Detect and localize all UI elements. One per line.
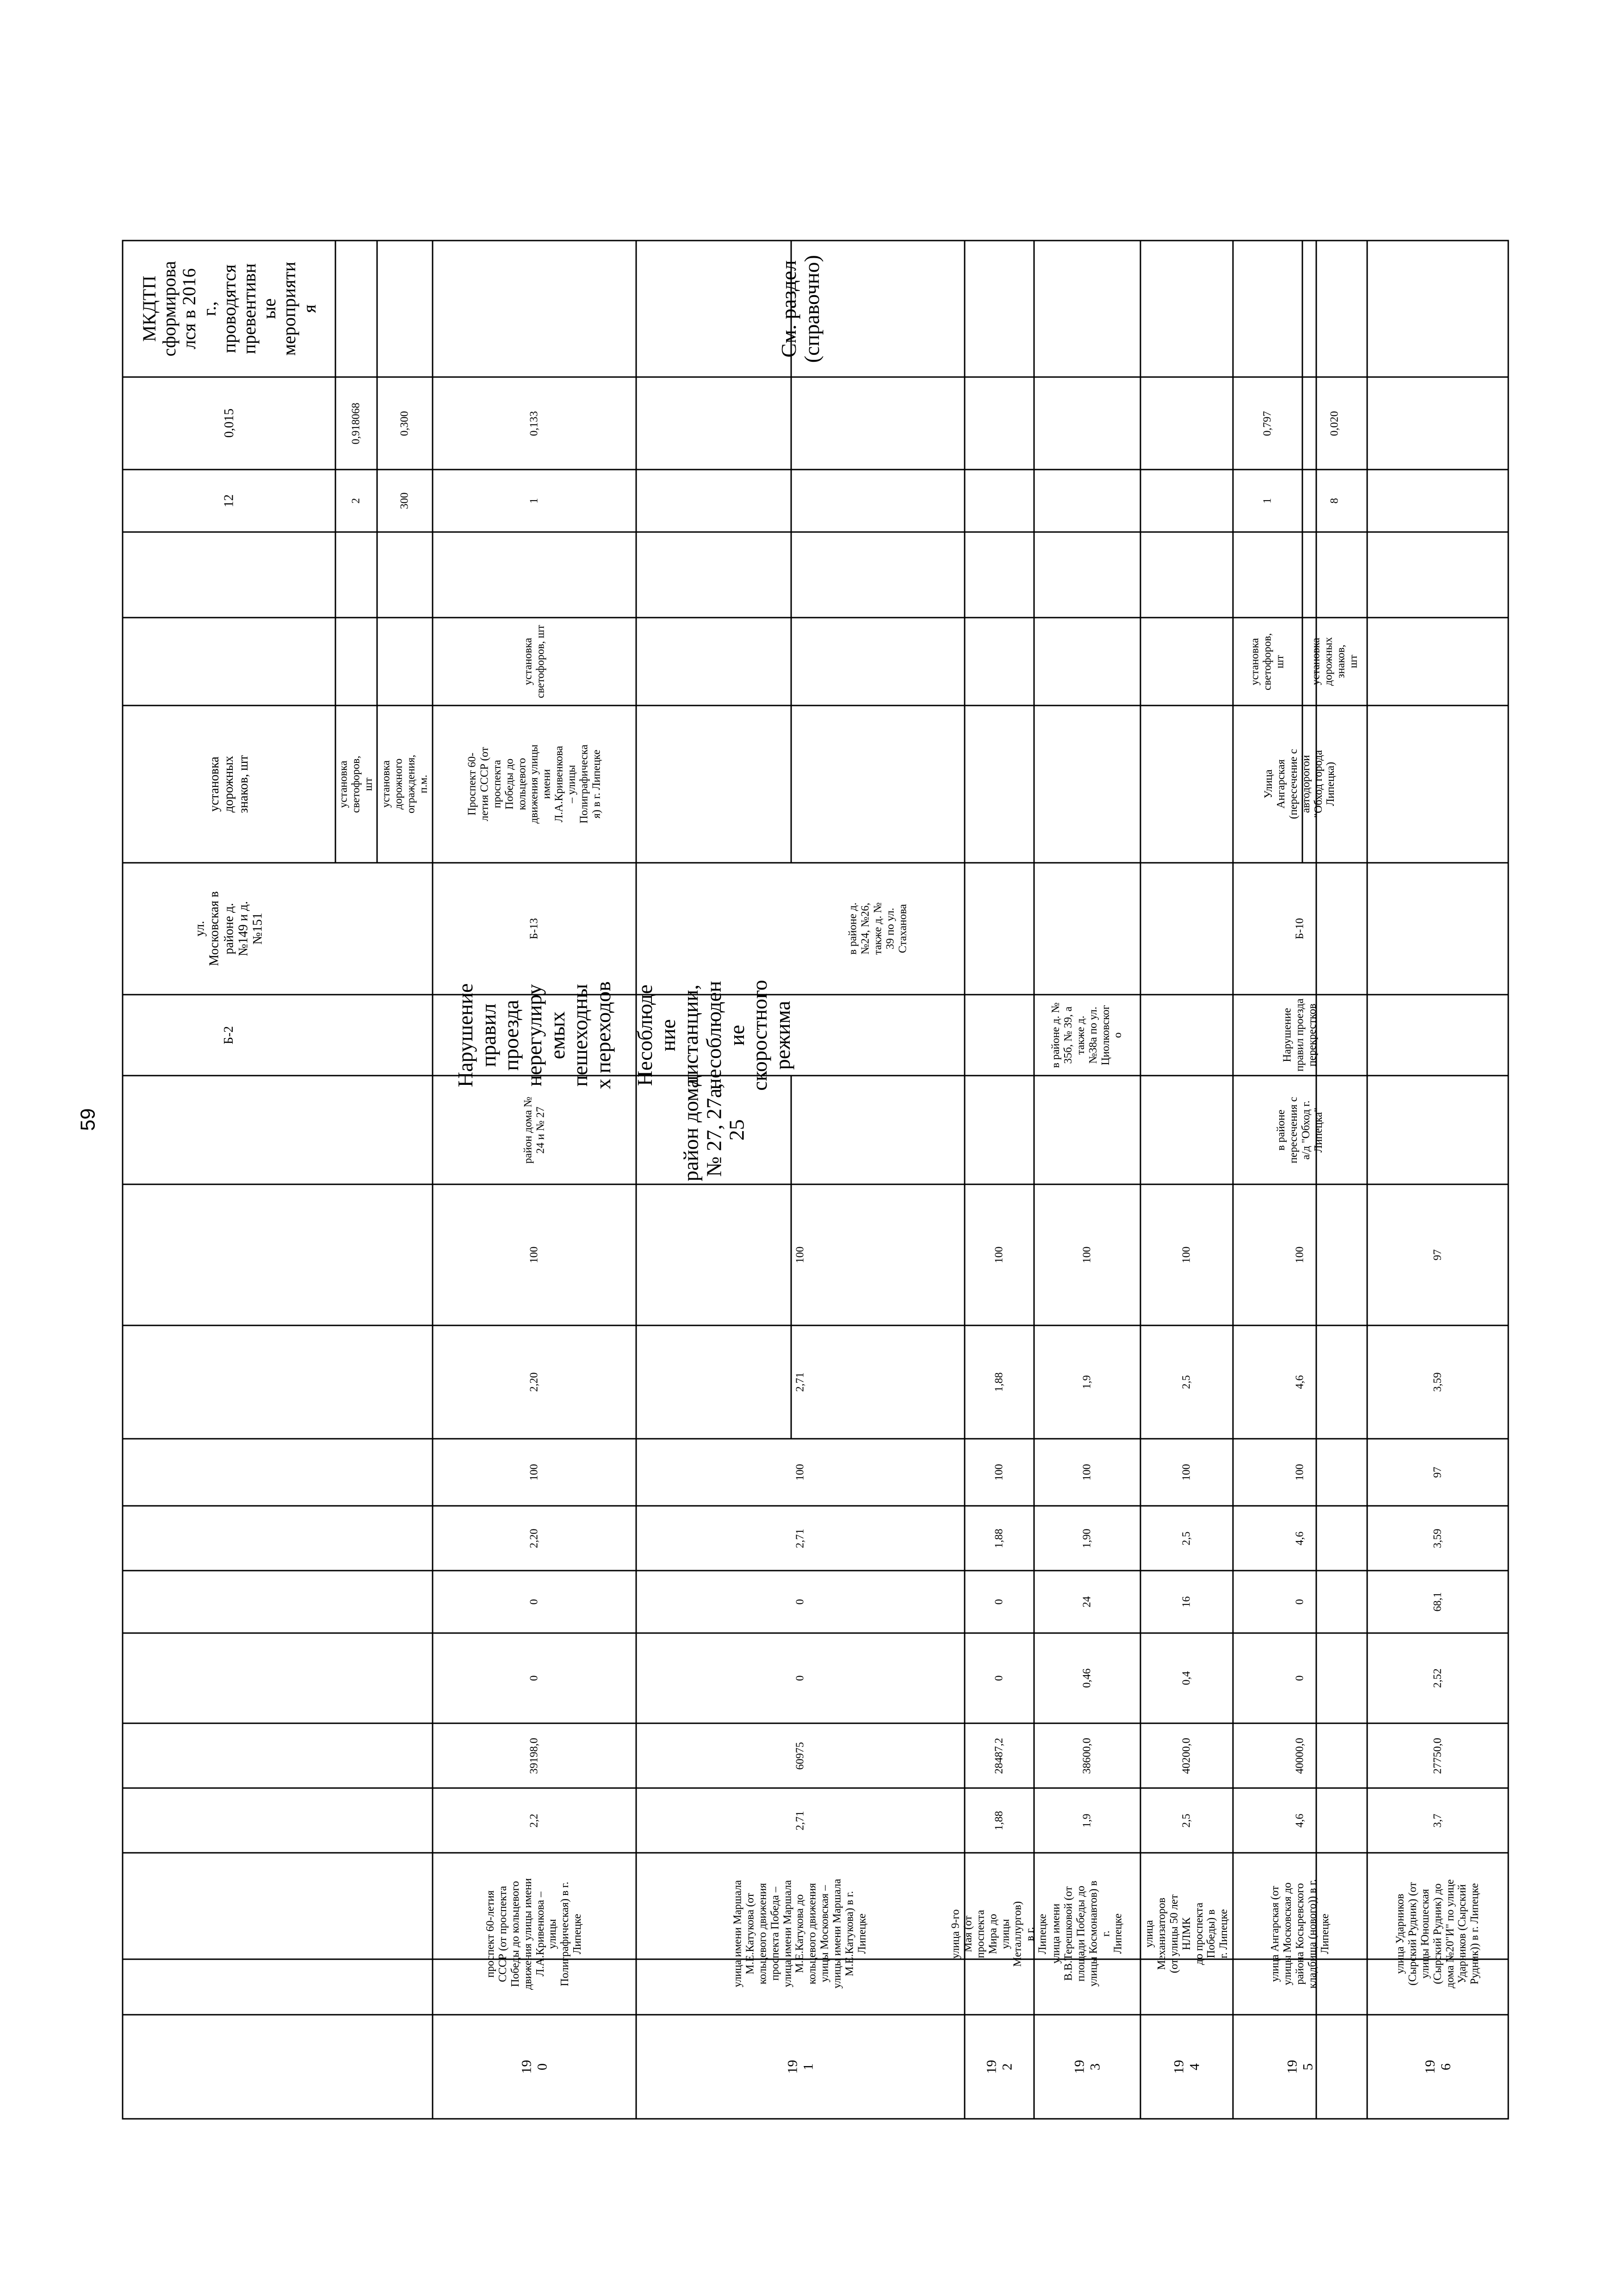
row-191-c4: 2,71 <box>794 1529 806 1548</box>
row-194-c7: 100 <box>1180 1246 1193 1263</box>
row-190-c2: 0 <box>528 1675 540 1681</box>
row-194-c1: 40200,0 <box>1180 1738 1193 1774</box>
row-191-place: район дома № 27, 27а, 25 <box>678 1078 749 1182</box>
row-191-c2: 0 <box>794 1675 806 1681</box>
row-192-num: 19 2 <box>984 2060 1015 2074</box>
top-code: Б-2 <box>222 1026 236 1045</box>
row-192-c3: 0 <box>993 1599 1005 1605</box>
row-193-sub-place: в районе д. № 35б, № 39, а также д. №38а по ул. Циолковског о <box>1050 1002 1124 1068</box>
row-193-c3: 24 <box>1081 1596 1093 1608</box>
row-194-length: 2,5 <box>1180 1813 1193 1827</box>
row-195-c5: 100 <box>1294 1464 1306 1481</box>
top-measure-fence: установка дорожного ограждения, п.м. <box>380 755 429 814</box>
row-190-num: 19 0 <box>519 2060 550 2074</box>
row-196-c5: 97 <box>1431 1467 1444 1478</box>
row-192-length: 1,88 <box>993 1811 1005 1830</box>
row-191-length: 2,71 <box>794 1811 806 1830</box>
row-194-c3: 16 <box>1180 1596 1193 1608</box>
row-195-measure: установка светофоров, шт <box>1249 633 1286 690</box>
row-190-place: район дома № 24 и № 27 <box>522 1096 546 1163</box>
row-190-count: 1 <box>528 498 540 504</box>
row-196-c3: 68,1 <box>1431 1592 1444 1612</box>
row-195-c7: 100 <box>1294 1246 1306 1263</box>
row-195-value: 0,797 <box>1261 411 1274 436</box>
row-193-length: 1,9 <box>1081 1813 1093 1827</box>
row-190-c6: 2,20 <box>528 1372 540 1392</box>
row-190-c1: 39198,0 <box>528 1738 540 1774</box>
row-190-location: Проспект 60- летия СССР (от проспекта Победы до кольцевого движения улицы имени Л.А.Кривенкова – улицы Полиграфическа я) в г. Липецке <box>466 744 602 824</box>
top-location: ул. Московская в районе д. №149 и д. №151 <box>192 891 266 966</box>
row-190-street: проспект 60-летия СССР (от проспекта Победы до кольцевого движения улицы имени Л.А.Кривенкова – улицы Полиграфическая) в г. Липецке <box>484 1878 584 1990</box>
top-count-lights: 2 <box>350 498 362 504</box>
row-191-c5: 100 <box>794 1464 806 1481</box>
row-190-c7: 100 <box>528 1246 540 1263</box>
top-count-fence: 300 <box>398 492 411 509</box>
row-190-c4: 2,20 <box>528 1529 540 1548</box>
row-195-count: 1 <box>1261 498 1274 504</box>
row-192-street: улица 9-го Мая (от проспекта Мира до улицы Металлургов) в г. Липецке <box>949 1901 1049 1967</box>
row-195-num: 19 5 <box>1284 2060 1315 2074</box>
row-191-num: 19 1 <box>785 2060 816 2074</box>
page-number: 59 <box>76 1108 99 1131</box>
row-193-c2: 0,46 <box>1081 1668 1093 1688</box>
row-190-value: 0,133 <box>528 411 540 436</box>
row-192-c2: 0 <box>993 1675 1005 1681</box>
row-195-c3: 0 <box>1294 1599 1306 1605</box>
row-194-c6: 2,5 <box>1180 1375 1193 1389</box>
top-note: МКДТП сформирова лся в 2016 г., проводятся превентивн ые мероприяти я <box>138 261 320 357</box>
row-196-c4: 3,59 <box>1431 1529 1444 1548</box>
row-196-c1: 27750,0 <box>1431 1738 1444 1774</box>
row-196-c2: 2,52 <box>1431 1668 1444 1688</box>
row-191-street: улица имени Маршала М.Е.Катукова (от кольцевого движения проспекта Победа – улица имени Маршала М.Е.Катукова до кольцевого движения улицы Московская – улицы имени Маршала М.Е.Катукова) в г. Липецке <box>732 1879 868 1989</box>
row-195-count2: 8 <box>1328 498 1341 504</box>
row-191-c1: 60975 <box>794 1742 806 1770</box>
row-195-violation: Нарушение правил проезда перекрестков <box>1281 998 1319 1072</box>
top-measure-signs: установка дорожных знаков, шт <box>207 755 251 813</box>
row-193-c1: 38600,0 <box>1081 1738 1093 1774</box>
row-195-code: Б-10 <box>1294 918 1306 940</box>
row-193-c4: 1,90 <box>1081 1529 1093 1548</box>
row-195-c1: 40000,0 <box>1294 1738 1306 1774</box>
row-190-length: 2,2 <box>528 1813 540 1827</box>
row-195-measure2: установка дорожных знаков, шт <box>1310 637 1359 686</box>
row-195-place: в районе пересечения с а/д "Обход г. Липецка" <box>1275 1096 1325 1163</box>
row-192-c4: 1,88 <box>993 1529 1005 1548</box>
row-193-c5: 100 <box>1081 1464 1093 1481</box>
row-196-num: 19 6 <box>1422 2060 1453 2074</box>
row-195-street: улица Ангарская (от улицы Московская до района Косыревского кладбища (нового)) в г. Липецке <box>1269 1879 1331 1989</box>
row-190-violation: Нарушение правил проезда нерегулиру емых пешеходны х переходов <box>453 981 615 1089</box>
row-191-note: См. раздел (справочно) <box>777 254 824 363</box>
top-value-signs: 0,015 <box>222 408 236 438</box>
top-value-lights: 0,918068 <box>350 402 362 444</box>
row-195-length: 4,6 <box>1294 1813 1306 1827</box>
row-192-c5: 100 <box>993 1464 1005 1481</box>
row-195-c2: 0 <box>1294 1675 1306 1681</box>
row-192-c1: 28487,2 <box>993 1738 1005 1774</box>
top-count-signs: 12 <box>222 494 236 507</box>
row-196-c6: 3,59 <box>1431 1372 1444 1392</box>
row-194-street: улица Механизаторов (от улицы 50 лет НЛМК до проспекта Победы) в г. Липецке <box>1143 1894 1230 1974</box>
row-194-c5: 100 <box>1180 1464 1193 1481</box>
row-196-street: улица Ударников (Сырский Рудник) (от улицы Юношеская (Сырский Рудник) до дома №20"И" по улице Ударников (Сырский Рудник)) в г. Липецке <box>1394 1879 1481 1988</box>
row-193-c7: 100 <box>1081 1246 1093 1263</box>
row-195-value2: 0,020 <box>1328 411 1341 436</box>
row-190-measure: установка светофоров, шт <box>522 625 546 699</box>
row-190-code: Б-13 <box>528 918 540 940</box>
row-191-c7: 100 <box>794 1246 806 1263</box>
row-195-location: Улица Ангарская (пересечение с автодорогой "Обход города Липецка) <box>1263 749 1337 819</box>
row-193-street: улица имени В.В.Терешковой (от площади Победы до улицы Космонавтов) в г. Липецке <box>1050 1881 1124 1987</box>
row-194-c2: 0,4 <box>1180 1671 1193 1685</box>
row-194-c4: 2,5 <box>1180 1531 1193 1545</box>
top-value-fence: 0,300 <box>398 411 411 436</box>
row-195-c6: 4,6 <box>1294 1375 1306 1389</box>
row-191-sub-place: в районе д. №24, №26, также д. № 39 по ул. Стаханова <box>847 902 909 955</box>
row-190-c3: 0 <box>528 1599 540 1605</box>
row-196-c7: 97 <box>1431 1249 1444 1261</box>
row-193-num: 19 3 <box>1072 2060 1103 2074</box>
row-196-length: 3,7 <box>1431 1813 1444 1827</box>
row-192-c7: 100 <box>993 1246 1005 1263</box>
row-195-c4: 4,6 <box>1294 1531 1306 1545</box>
row-190-c5: 100 <box>528 1464 540 1481</box>
top-measure-lights: установка светофоров, шт <box>337 755 375 813</box>
row-191-c3: 0 <box>794 1599 806 1605</box>
row-194-num: 19 4 <box>1171 2060 1202 2074</box>
row-193-c6: 1,9 <box>1081 1375 1093 1389</box>
row-191-c6: 2,71 <box>794 1372 806 1392</box>
row-191-violation: Несоблюде ние дистанции, несоблюден ие скоростного режима <box>632 979 794 1091</box>
row-192-c6: 1,88 <box>993 1372 1005 1392</box>
